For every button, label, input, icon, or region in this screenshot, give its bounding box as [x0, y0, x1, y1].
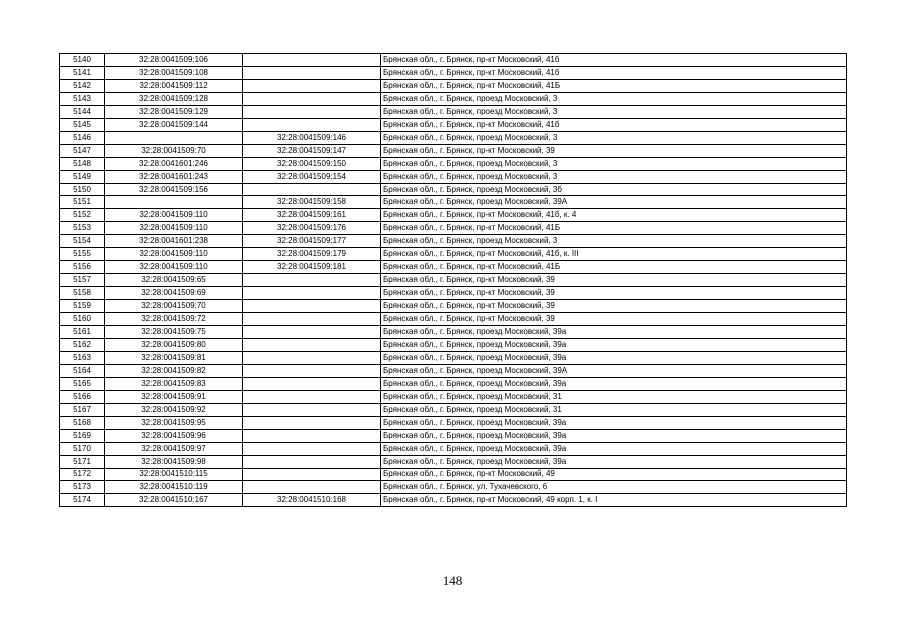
- related-cadastral-number-cell: [243, 66, 381, 79]
- address-cell: Брянская обл., г. Брянск, проезд Московский, 3: [381, 92, 847, 105]
- address-cell: Брянская обл., г. Брянск, пр-кт Московский, 39: [381, 313, 847, 326]
- cadastral-number-cell: 32:28:0041601:243: [105, 170, 243, 183]
- cadastral-number-cell: 32:28:0041509:156: [105, 183, 243, 196]
- address-cell: Брянская обл., г. Брянск, проезд Московский, 39а: [381, 351, 847, 364]
- cadastral-number-cell: 32:28:0041509:80: [105, 338, 243, 351]
- address-cell: Брянская обл., г. Брянск, пр-кт Московский, 39: [381, 144, 847, 157]
- row-number-cell: 5154: [60, 235, 105, 248]
- address-cell: Брянская обл., г. Брянск, пр-кт Московский, 41Б: [381, 222, 847, 235]
- cadastral-number-cell: 32:28:0041509:70: [105, 300, 243, 313]
- row-number-cell: 5142: [60, 79, 105, 92]
- cadastral-number-cell: [105, 131, 243, 144]
- row-number-cell: 5172: [60, 468, 105, 481]
- related-cadastral-number-cell: [243, 183, 381, 196]
- related-cadastral-number-cell: 32:28:0041510:168: [243, 494, 381, 507]
- row-number-cell: 5141: [60, 66, 105, 79]
- table-row: [60, 455, 847, 468]
- related-cadastral-number-cell: [243, 326, 381, 339]
- row-number-cell: 5171: [60, 455, 105, 468]
- row-number-cell: 5165: [60, 377, 105, 390]
- table-row: [60, 131, 847, 144]
- address-cell: Брянская обл., г. Брянск, пр-кт Московский, 49 корп. 1, к. I: [381, 494, 847, 507]
- cadastral-number-cell: 32:28:0041509:110: [105, 248, 243, 261]
- cadastral-number-cell: 32:28:0041509:110: [105, 222, 243, 235]
- row-number-cell: 5153: [60, 222, 105, 235]
- related-cadastral-number-cell: 32:28:0041509:158: [243, 196, 381, 209]
- table-row: [60, 390, 847, 403]
- related-cadastral-number-cell: [243, 105, 381, 118]
- row-number-cell: 5144: [60, 105, 105, 118]
- cadastral-number-cell: 32:28:0041510:167: [105, 494, 243, 507]
- row-number-cell: 5160: [60, 313, 105, 326]
- related-cadastral-number-cell: 32:28:0041509:147: [243, 144, 381, 157]
- address-cell: Брянская обл., г. Брянск, проезд Московский, 39а: [381, 326, 847, 339]
- table-row: [60, 287, 847, 300]
- table-row: [60, 377, 847, 390]
- address-cell: Брянская обл., г. Брянск, проезд Московский, 39а: [381, 338, 847, 351]
- related-cadastral-number-cell: [243, 390, 381, 403]
- row-number-cell: 5173: [60, 481, 105, 494]
- cadastral-number-cell: 32:28:0041601:246: [105, 157, 243, 170]
- address-cell: Брянская обл., г. Брянск, пр-кт Московский, 41Б: [381, 261, 847, 274]
- address-cell: Брянская обл., г. Брянск, проезд Московский, 39а: [381, 377, 847, 390]
- table-row: [60, 170, 847, 183]
- table-row: [60, 403, 847, 416]
- row-number-cell: 5152: [60, 209, 105, 222]
- cadastral-number-cell: 32:28:0041509:110: [105, 209, 243, 222]
- related-cadastral-number-cell: [243, 300, 381, 313]
- row-number-cell: 5162: [60, 338, 105, 351]
- related-cadastral-number-cell: [243, 377, 381, 390]
- related-cadastral-number-cell: [243, 287, 381, 300]
- address-cell: Брянская обл., г. Брянск, пр-кт Московский, 41б, к. III: [381, 248, 847, 261]
- related-cadastral-number-cell: [243, 313, 381, 326]
- address-cell: Брянская обл., г. Брянск, проезд Московский, 3: [381, 131, 847, 144]
- cadastral-number-cell: 32:28:0041509:82: [105, 364, 243, 377]
- cadastral-number-cell: 32:28:0041509:96: [105, 429, 243, 442]
- address-cell: Брянская обл., г. Брянск, проезд Московский, 39а: [381, 455, 847, 468]
- cadastral-number-cell: 32:28:0041510:119: [105, 481, 243, 494]
- address-cell: Брянская обл., г. Брянск, пр-кт Московский, 49: [381, 468, 847, 481]
- row-number-cell: 5140: [60, 54, 105, 67]
- row-number-cell: 5174: [60, 494, 105, 507]
- table-row: [60, 248, 847, 261]
- address-cell: Брянская обл., г. Брянск, проезд Московский, 39А: [381, 364, 847, 377]
- cadastral-number-cell: 32:28:0041509:95: [105, 416, 243, 429]
- cadastral-number-cell: 32:28:0041509:144: [105, 118, 243, 131]
- address-cell: Брянская обл., г. Брянск, проезд Московский, 3б: [381, 183, 847, 196]
- address-cell: Брянская обл., г. Брянск, проезд Московский, 39А: [381, 196, 847, 209]
- row-number-cell: 5151: [60, 196, 105, 209]
- address-cell: Брянская обл., г. Брянск, пр-кт Московский, 41Б: [381, 79, 847, 92]
- address-cell: Брянская обл., г. Брянск, пр-кт Московский, 39: [381, 287, 847, 300]
- table-row: [60, 118, 847, 131]
- table-row: [60, 429, 847, 442]
- page-number: 148: [442, 573, 463, 588]
- related-cadastral-number-cell: [243, 79, 381, 92]
- address-cell: Брянская обл., г. Брянск, проезд Московский, 31: [381, 403, 847, 416]
- address-cell: Брянская обл., г. Брянск, проезд Московский, 31: [381, 390, 847, 403]
- cadastral-number-cell: 32:28:0041509:97: [105, 442, 243, 455]
- cadastral-number-cell: 32:28:0041509:112: [105, 79, 243, 92]
- row-number-cell: 5155: [60, 248, 105, 261]
- cadastral-number-cell: 32:28:0041509:91: [105, 390, 243, 403]
- cadastral-number-cell: [105, 196, 243, 209]
- related-cadastral-number-cell: [243, 429, 381, 442]
- cadastral-number-cell: 32:28:0041509:83: [105, 377, 243, 390]
- table-row: [60, 196, 847, 209]
- row-number-cell: 5158: [60, 287, 105, 300]
- row-number-cell: 5166: [60, 390, 105, 403]
- address-cell: Брянская обл., г. Брянск, ул. Тухачевского, 6: [381, 481, 847, 494]
- related-cadastral-number-cell: [243, 403, 381, 416]
- registry-table: [59, 53, 847, 507]
- cadastral-number-cell: 32:28:0041601:238: [105, 235, 243, 248]
- related-cadastral-number-cell: [243, 54, 381, 67]
- table-row: [60, 66, 847, 79]
- table-row: [60, 468, 847, 481]
- address-cell: Брянская обл., г. Брянск, проезд Московский, 39а: [381, 416, 847, 429]
- address-cell: Брянская обл., г. Брянск, пр-кт Московский, 39: [381, 300, 847, 313]
- related-cadastral-number-cell: 32:28:0041509:177: [243, 235, 381, 248]
- table-row: [60, 261, 847, 274]
- table-row: [60, 157, 847, 170]
- cadastral-number-cell: 32:28:0041509:69: [105, 287, 243, 300]
- table-row: [60, 144, 847, 157]
- cadastral-number-cell: 32:28:0041509:81: [105, 351, 243, 364]
- table-row: [60, 92, 847, 105]
- related-cadastral-number-cell: [243, 351, 381, 364]
- related-cadastral-number-cell: [243, 274, 381, 287]
- row-number-cell: 5146: [60, 131, 105, 144]
- address-cell: Брянская обл., г. Брянск, пр-кт Московский, 41б: [381, 118, 847, 131]
- cadastral-number-cell: 32:28:0041510:115: [105, 468, 243, 481]
- table-row: [60, 79, 847, 92]
- related-cadastral-number-cell: 32:28:0041509:179: [243, 248, 381, 261]
- row-number-cell: 5149: [60, 170, 105, 183]
- address-cell: Брянская обл., г. Брянск, проезд Московский, 39а: [381, 429, 847, 442]
- address-cell: Брянская обл., г. Брянск, пр-кт Московский, 39: [381, 274, 847, 287]
- table-row: [60, 416, 847, 429]
- related-cadastral-number-cell: [243, 338, 381, 351]
- table-row: [60, 54, 847, 67]
- row-number-cell: 5169: [60, 429, 105, 442]
- cadastral-number-cell: 32:28:0041509:92: [105, 403, 243, 416]
- address-cell: Брянская обл., г. Брянск, проезд Московский, 3: [381, 170, 847, 183]
- table-row: [60, 183, 847, 196]
- table-row: [60, 235, 847, 248]
- table-row: [60, 209, 847, 222]
- address-cell: Брянская обл., г. Брянск, проезд Московский, 3: [381, 157, 847, 170]
- row-number-cell: 5168: [60, 416, 105, 429]
- address-cell: Брянская обл., г. Брянск, пр-кт Московский, 41б, к. 4: [381, 209, 847, 222]
- table-row: [60, 494, 847, 507]
- address-cell: Брянская обл., г. Брянск, проезд Московский, 3: [381, 105, 847, 118]
- cadastral-number-cell: 32:28:0041509:98: [105, 455, 243, 468]
- row-number-cell: 5147: [60, 144, 105, 157]
- cadastral-number-cell: 32:28:0041509:129: [105, 105, 243, 118]
- address-cell: Брянская обл., г. Брянск, пр-кт Московский, 41б: [381, 54, 847, 67]
- row-number-cell: 5145: [60, 118, 105, 131]
- related-cadastral-number-cell: [243, 364, 381, 377]
- row-number-cell: 5163: [60, 351, 105, 364]
- related-cadastral-number-cell: [243, 118, 381, 131]
- row-number-cell: 5143: [60, 92, 105, 105]
- table-row: [60, 442, 847, 455]
- related-cadastral-number-cell: [243, 416, 381, 429]
- cadastral-number-cell: 32:28:0041509:108: [105, 66, 243, 79]
- cadastral-number-cell: 32:28:0041509:110: [105, 261, 243, 274]
- cadastral-number-cell: 32:28:0041509:70: [105, 144, 243, 157]
- row-number-cell: 5159: [60, 300, 105, 313]
- table-row: [60, 105, 847, 118]
- related-cadastral-number-cell: 32:28:0041509:146: [243, 131, 381, 144]
- related-cadastral-number-cell: 32:28:0041509:150: [243, 157, 381, 170]
- address-cell: Брянская обл., г. Брянск, проезд Московский, 3: [381, 235, 847, 248]
- cadastral-number-cell: 32:28:0041509:72: [105, 313, 243, 326]
- table-row: [60, 326, 847, 339]
- table-row: [60, 313, 847, 326]
- cadastral-number-cell: 32:28:0041509:128: [105, 92, 243, 105]
- row-number-cell: 5161: [60, 326, 105, 339]
- related-cadastral-number-cell: 32:28:0041509:154: [243, 170, 381, 183]
- address-cell: Брянская обл., г. Брянск, проезд Московский, 39а: [381, 442, 847, 455]
- table-row: [60, 351, 847, 364]
- related-cadastral-number-cell: [243, 92, 381, 105]
- related-cadastral-number-cell: 32:28:0041509:161: [243, 209, 381, 222]
- row-number-cell: 5156: [60, 261, 105, 274]
- cadastral-number-cell: 32:28:0041509:106: [105, 54, 243, 67]
- table-row: [60, 364, 847, 377]
- row-number-cell: 5164: [60, 364, 105, 377]
- row-number-cell: 5148: [60, 157, 105, 170]
- related-cadastral-number-cell: [243, 481, 381, 494]
- related-cadastral-number-cell: [243, 442, 381, 455]
- cadastral-number-cell: 32:28:0041509:65: [105, 274, 243, 287]
- row-number-cell: 5150: [60, 183, 105, 196]
- address-cell: Брянская обл., г. Брянск, пр-кт Московский, 41б: [381, 66, 847, 79]
- row-number-cell: 5170: [60, 442, 105, 455]
- table-row: [60, 274, 847, 287]
- row-number-cell: 5167: [60, 403, 105, 416]
- cadastral-number-cell: 32:28:0041509:75: [105, 326, 243, 339]
- table-row: [60, 338, 847, 351]
- table-row: [60, 222, 847, 235]
- related-cadastral-number-cell: [243, 455, 381, 468]
- table-body: [60, 54, 847, 507]
- related-cadastral-number-cell: 32:28:0041509:181: [243, 261, 381, 274]
- related-cadastral-number-cell: [243, 468, 381, 481]
- row-number-cell: 5157: [60, 274, 105, 287]
- table-row: [60, 481, 847, 494]
- related-cadastral-number-cell: 32:28:0041509:176: [243, 222, 381, 235]
- table-row: [60, 300, 847, 313]
